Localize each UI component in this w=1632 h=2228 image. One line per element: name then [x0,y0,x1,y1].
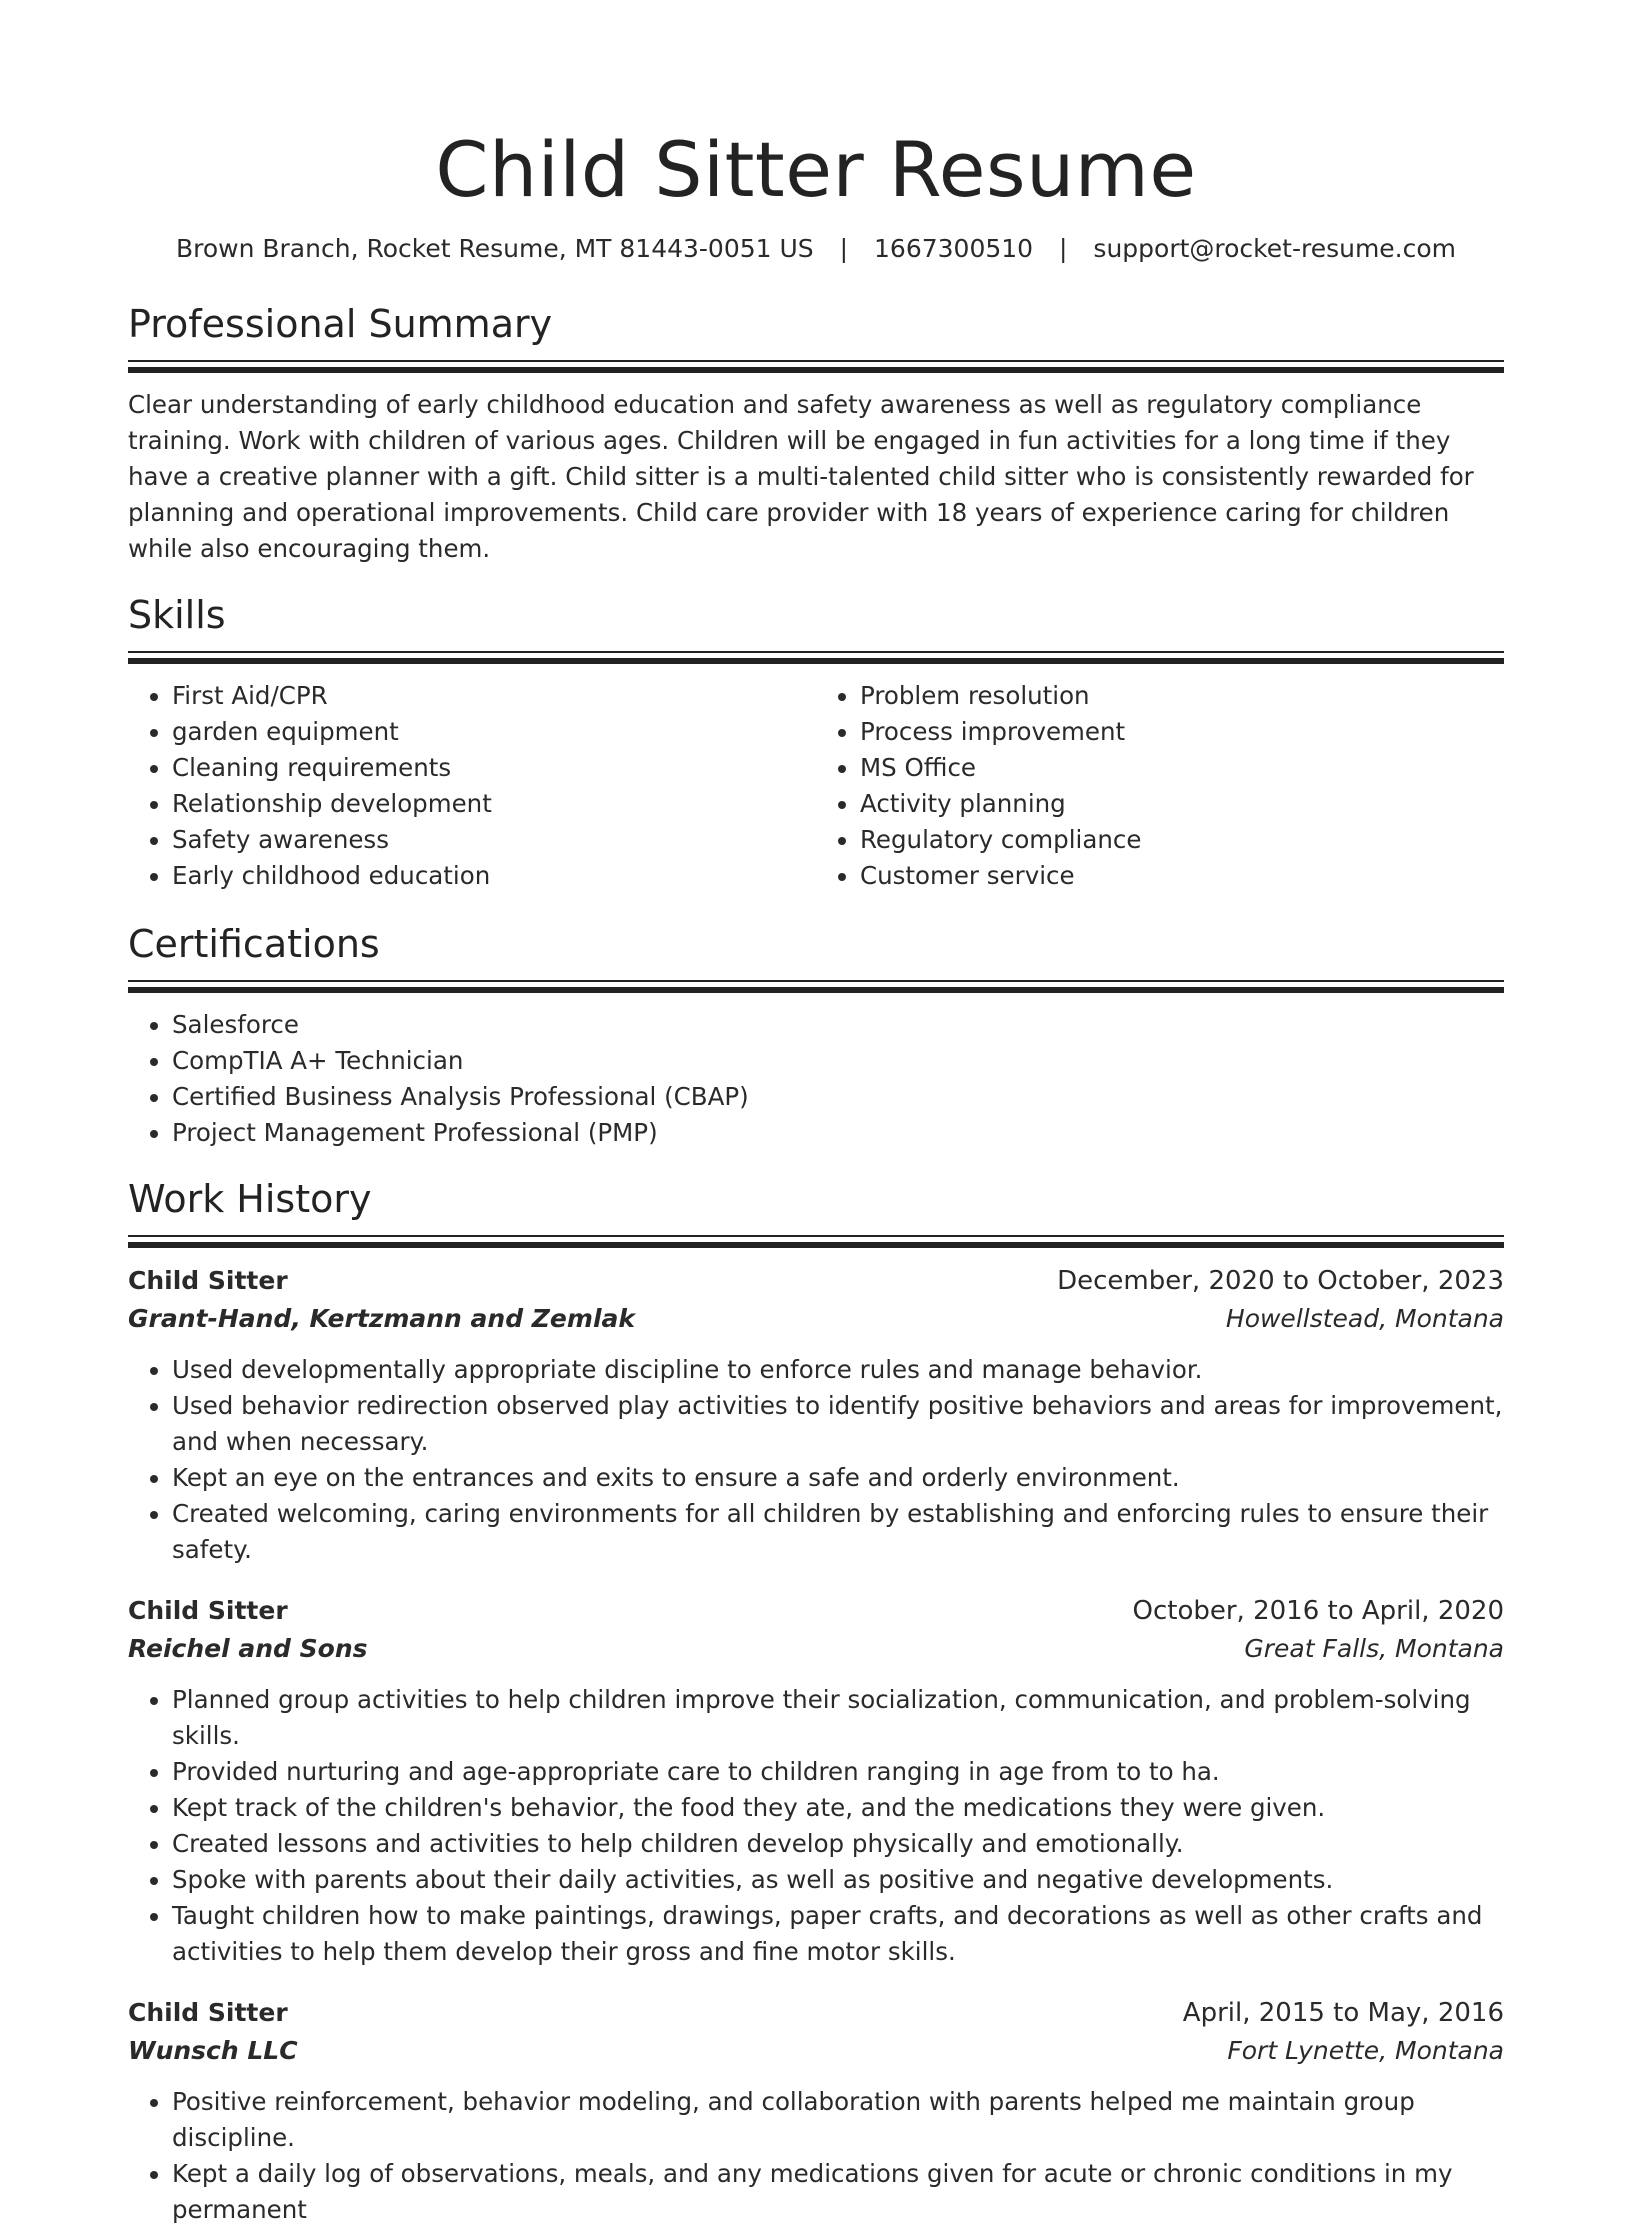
summary-text: Clear understanding of early childhood education and safety awareness as well as regulatory compliance training. Work with children of various ages. Children will be engaged in fun activities for a long time if they have a creative planner with a gift. Child sitter is a multi-talented child sitter who is consistently rewarded for planning and operational improvements. Child care provider with 18 years of experience caring for children while also encouraging them. [128,390,1474,563]
section-heading: Certifications [128,922,380,966]
resume-title: Child Sitter Resume [435,125,1197,214]
section-divider [128,360,1504,373]
job-bullets [128,1682,1504,1970]
job-bullet: • Positive reinforcement, behavior modeling, and collaboration with parents helped me maintain group discipline. [172,2084,1504,2156]
job-bullet: • Used behavior redirection observed play activities to identify positive behaviors and areas for improvement, and when necessary. [172,1388,1504,1460]
skill-item: • Activity planning [860,786,1504,822]
skill-item: • Early childhood education [172,858,816,894]
job-bullets [128,2084,1504,2228]
job-dates: April, 2015 to May, 2016 [1182,1998,1504,2028]
job-title: Child Sitter [128,1266,288,1295]
job-subheader [128,2032,1504,2070]
skill-item: • Process improvement [860,714,1504,750]
job-bullet: • Kept a daily log of observations, meals, and any medications given for acute or chronic conditions in my permanent [172,2156,1504,2228]
resume-content [128,0,1504,2228]
job-bullet: • Kept track of the children's behavior, the food they ate, and the medications they were given. [172,1790,1504,1826]
skills-columns [128,678,1504,894]
skill-item: • Safety awareness [172,822,816,858]
job-bullet: • Created welcoming, caring environments for all children by establishing and enforcing rules to ensure their safety. [172,1496,1504,1568]
skill-item: • First Aid/CPR [172,678,816,714]
job-location: Great Falls, Montana [1244,1634,1504,1663]
contact-line [128,232,1504,266]
job-bullet: • Spoke with parents about their daily activities, as well as positive and negative developments. [172,1862,1504,1898]
job-title: Child Sitter [128,1596,288,1625]
job-subheader [128,1630,1504,1668]
section-divider [128,1235,1504,1248]
job-entry [128,1262,1504,1568]
job-bullet: • Provided nurturing and age-appropriate care to children ranging in age from to to ha. [172,1754,1504,1790]
job-bullet: • Created lessons and activities to help children develop physically and emotionally. [172,1826,1504,1862]
job-dates: December, 2020 to October, 2023 [1057,1266,1504,1296]
contact-phone: 1667300510 [874,234,1034,263]
skill-item: • Regulatory compliance [860,822,1504,858]
skill-item: • MS Office [860,750,1504,786]
section-heading: Professional Summary [128,302,553,346]
job-subheader [128,1300,1504,1338]
job-bullet: • Taught children how to make paintings, drawings, paper crafts, and decorations as well as other crafts and activities to help them develop their gross and fine motor skills. [172,1898,1504,1970]
contact-separator: | [1059,234,1068,263]
skill-item: • Relationship development [172,786,816,822]
job-entry [128,1592,1504,1970]
job-title: Child Sitter [128,1998,288,2027]
skill-item: • Customer service [860,858,1504,894]
job-location: Fort Lynette, Montana [1227,2036,1504,2065]
job-entry [128,1994,1504,2228]
job-bullet: • Planned group activities to help children improve their socialization, communication, and problem-solving skills. [172,1682,1504,1754]
job-bullets [128,1352,1504,1568]
skill-item: • Cleaning requirements [172,750,816,786]
job-dates: October, 2016 to April, 2020 [1132,1596,1504,1626]
work-history-section [128,1175,1504,2228]
contact-email[interactable]: support@rocket-resume.com [1093,234,1457,263]
certification-item: • Salesforce [172,1007,1504,1043]
section-divider [128,980,1504,993]
skills-column-left [128,678,816,894]
job-bullet: • Used developmentally appropriate discipline to enforce rules and manage behavior. [172,1352,1504,1388]
section-heading: Work History [128,1177,372,1221]
skill-item: • Problem resolution [860,678,1504,714]
job-bullet: • Kept an eye on the entrances and exits to ensure a safe and orderly environment. [172,1460,1504,1496]
job-header [128,1592,1504,1630]
certification-item: • Project Management Professional (PMP) [172,1115,1504,1151]
certification-item: • CompTIA A+ Technician [172,1043,1504,1079]
job-company: Reichel and Sons [128,1634,368,1663]
skill-item: • garden equipment [172,714,816,750]
job-header [128,1994,1504,2032]
contact-address: Brown Branch, Rocket Resume, MT 81443-0051 US [175,234,814,263]
certifications-section [128,920,1504,1151]
summary-section [128,300,1504,567]
job-company: Wunsch LLC [128,2036,298,2065]
skills-section [128,591,1504,894]
job-company: Grant-Hand, Kertzmann and Zemlak [128,1304,636,1333]
job-header [128,1262,1504,1300]
contact-separator: | [839,234,849,263]
section-divider [128,651,1504,664]
section-heading: Skills [128,593,226,637]
skills-column-right [816,678,1504,894]
certification-item: • Certified Business Analysis Professional (CBAP) [172,1079,1504,1115]
job-location: Howellstead, Montana [1225,1304,1504,1333]
